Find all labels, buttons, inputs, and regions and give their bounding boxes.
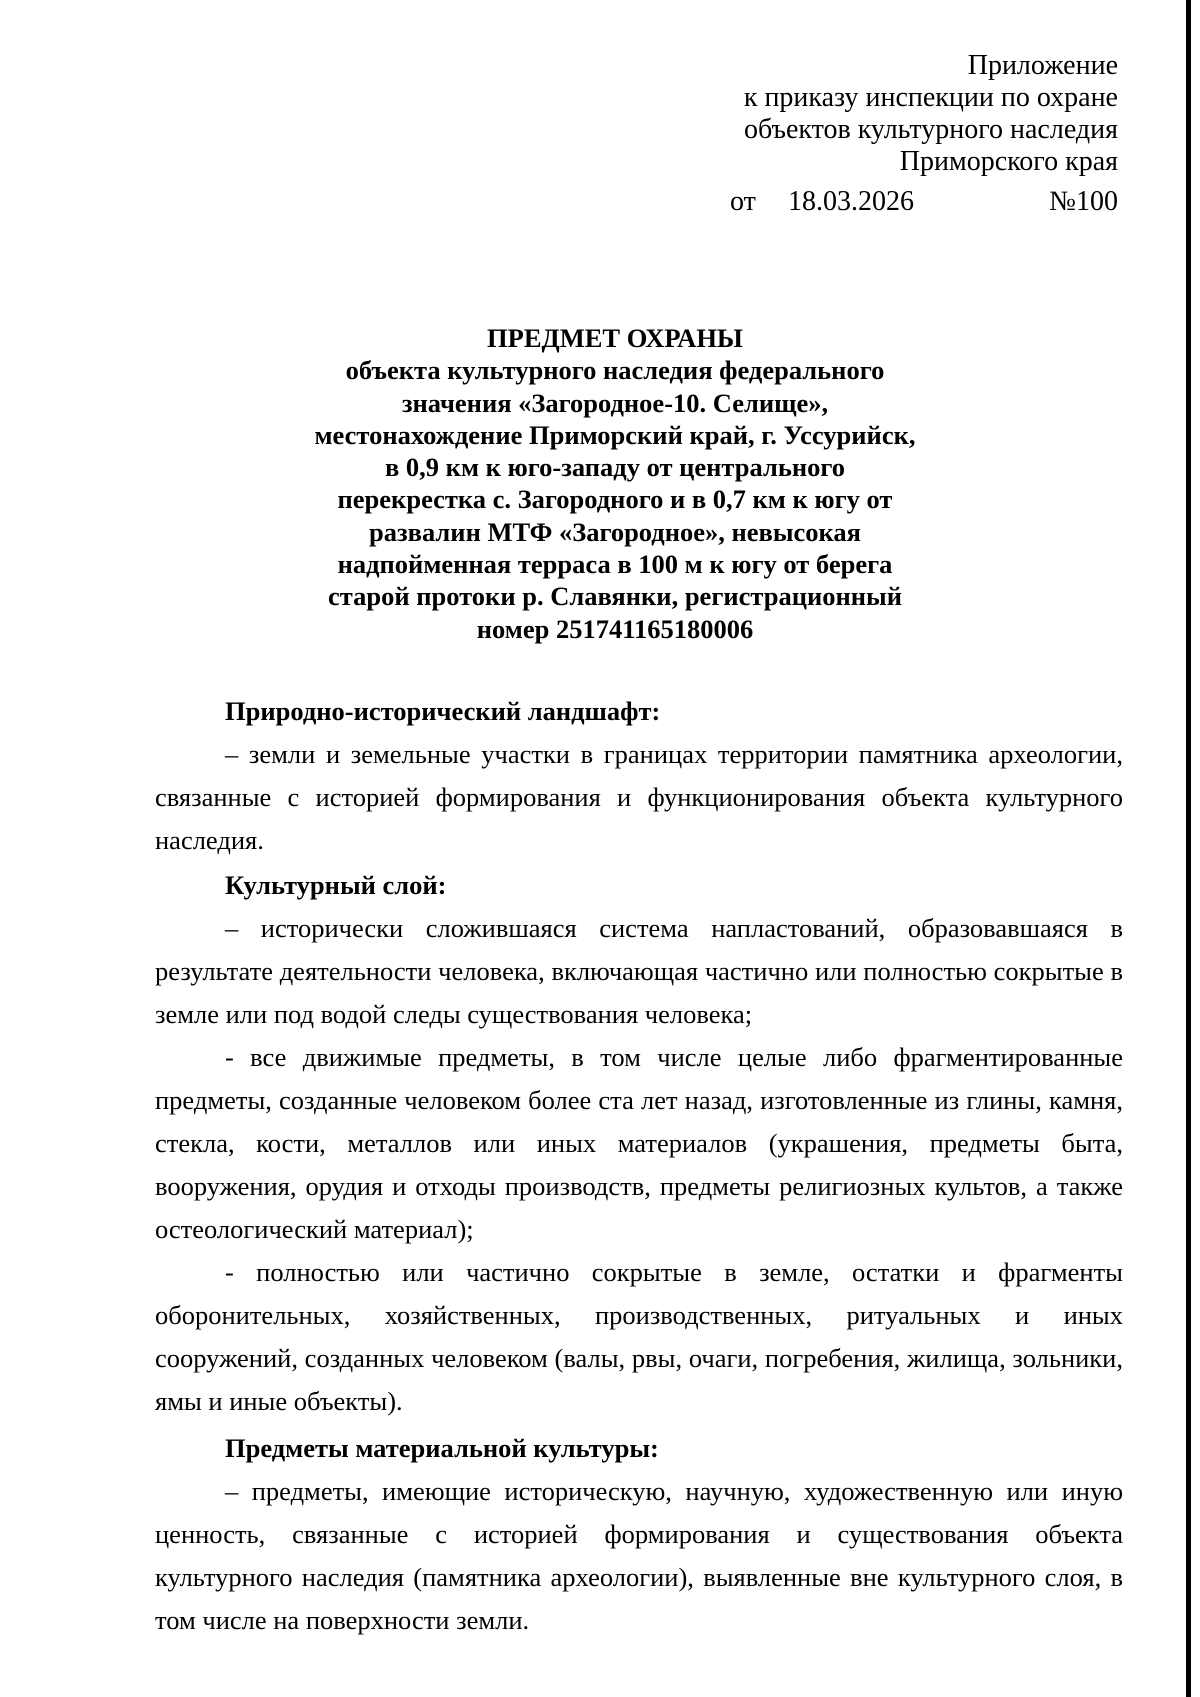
- appendix-line-4: Приморского края: [899, 146, 1118, 177]
- document-body: [155, 690, 1123, 1642]
- document-title: [190, 322, 1040, 645]
- title-line: в 0,9 км к юго-западу от центрального: [385, 452, 845, 483]
- paragraph: – предметы, имеющие историческую, научную, художественную или иную ценность, связанные с историей формирования и существования объекта культурного наследия (памятника археологии), выявленные вне культурного слоя, в том числе на поверхности земли.: [155, 1476, 1123, 1635]
- title-line: перекрестка с. Загородного и в 0,7 км к югу от: [337, 484, 893, 515]
- title-heading: ПРЕДМЕТ ОХРАНЫ: [487, 323, 743, 353]
- paragraph: – исторически сложившаяся система напластований, образовавшаяся в результате деятельности человека, включающая частично или полностью сокрытые в земле или под водой следы существования человека;: [155, 913, 1123, 1029]
- section-heading-material-culture: Предметы материальной культуры:: [225, 1433, 659, 1463]
- paragraph: – земли и земельные участки в границах территории памятника археологии, связанные с историей формирования и функционирования объекта культурного наследия.: [155, 739, 1123, 855]
- title-line: местонахождение Приморский край, г. Уссурийск,: [314, 419, 916, 450]
- order-date: 18.03.2026: [788, 186, 914, 217]
- appendix-line-2: к приказу инспекции по охране: [743, 82, 1118, 113]
- paragraph: - все движимые предметы, в том числе целые либо фрагментированные предметы, созданные человеком более ста лет назад, изготовленные из глины, камня, стекла, кости, металлов или иных материалов (украшения, предметы быта, вооружения, орудия и отходы производств, предметы религиозных культов, а также остеологический материал);: [155, 1042, 1123, 1244]
- title-line: номер 251741165180006: [476, 613, 754, 644]
- title-line: объекта культурного наследия федерального: [345, 355, 885, 386]
- title-line: развалин МТФ «Загородное», невысокая: [369, 516, 861, 547]
- appendix-line-1: Приложение: [967, 50, 1118, 81]
- title-line: значения «Загородное-10. Селище»,: [401, 387, 829, 418]
- order-date-number: [730, 186, 1118, 218]
- order-from: от: [730, 186, 756, 217]
- scan-edge-line: [1186, 0, 1191, 1697]
- section-heading-landscape: Природно-исторический ландшафт:: [225, 696, 661, 726]
- paragraph: - полностью или частично сокрытые в земле, остатки и фрагменты оборонительных, хозяйственных, производственных, ритуальных и иных сооружений, созданных человеком (валы, рвы, очаги, погребения, жилища, зольники, ямы и иные объекты).: [155, 1257, 1123, 1416]
- appendix-header: [744, 50, 1118, 178]
- appendix-line-3: объектов культурного наследия: [743, 114, 1118, 145]
- order-number: №100: [1049, 186, 1118, 217]
- section-heading-cultural-layer: Культурный слой:: [225, 870, 447, 900]
- title-line: старой протоки р. Славянки, регистрационный: [328, 581, 902, 612]
- title-line: надпойменная терраса в 100 м к югу от берега: [337, 549, 893, 580]
